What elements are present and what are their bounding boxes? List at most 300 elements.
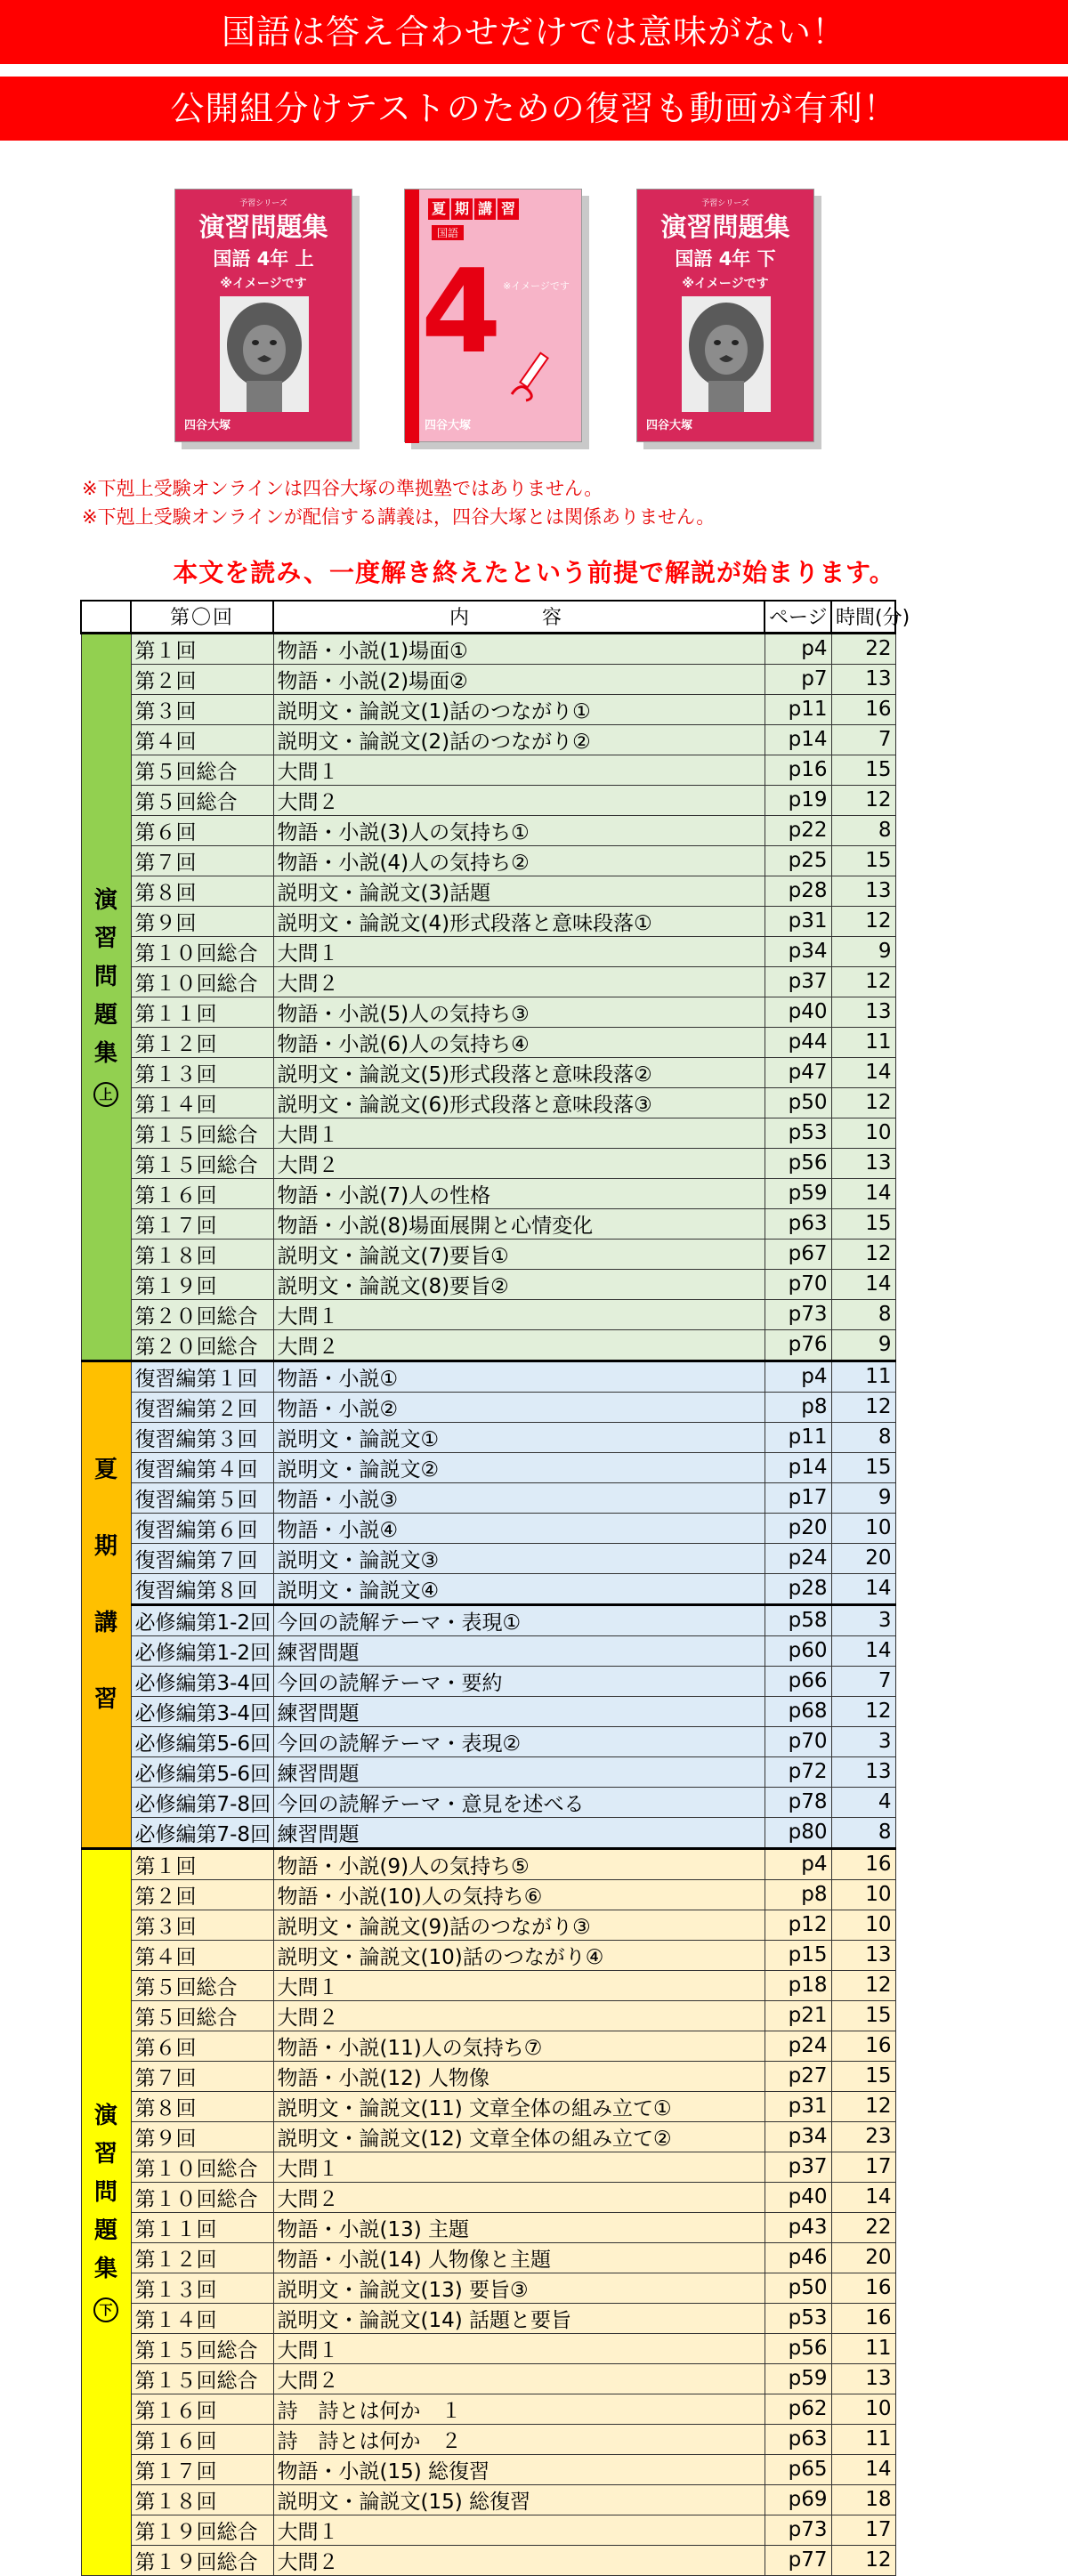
group-label-kaki-koshu <box>81 1361 131 1848</box>
cell-content: 説明文・論説文(14) 話題と要旨 <box>273 2303 765 2333</box>
cell-content: 説明文・論説文(13) 要旨③ <box>273 2273 765 2303</box>
cell-page: p73 <box>765 1299 831 1329</box>
cell-content: 今回の読解テーマ・表現② <box>273 1726 765 1756</box>
cell-page: p4 <box>765 1848 831 1879</box>
cell-content: 大問１ <box>273 936 765 966</box>
header-content: 内 容 <box>273 601 765 633</box>
cell-page: p63 <box>765 2424 831 2454</box>
book-cover-enshu-jou <box>174 189 352 442</box>
cell-session: 第５回総合 <box>131 785 273 815</box>
cell-session: 第３回 <box>131 694 273 724</box>
cell-content: 大問２ <box>273 2545 765 2575</box>
cell-time: 3 <box>831 1726 895 1756</box>
cell-page: p59 <box>765 2363 831 2394</box>
cell-content: 大問２ <box>273 2000 765 2031</box>
cell-page: p66 <box>765 1666 831 1696</box>
cell-time: 15 <box>831 845 895 876</box>
cell-time: 16 <box>831 2273 895 2303</box>
cell-time: 14 <box>831 1178 895 1208</box>
cell-page: p14 <box>765 1452 831 1482</box>
table-row <box>81 1178 895 1208</box>
table-row <box>81 1392 895 1422</box>
cell-time: 9 <box>831 1482 895 1513</box>
cell-session: 必修編第7-8回 <box>131 1817 273 1848</box>
cell-session: 第１３回 <box>131 1057 273 1087</box>
cell-content: 物語・小説(9)人の気持ち⑤ <box>273 1848 765 1879</box>
table-row <box>81 1787 895 1817</box>
cell-time: 7 <box>831 1666 895 1696</box>
cell-page: p76 <box>765 1329 831 1361</box>
table-row <box>81 966 895 997</box>
table-row <box>81 2394 895 2424</box>
cell-time: 22 <box>831 2212 895 2242</box>
book-cover-kaki-koshu <box>404 189 582 442</box>
cell-time: 15 <box>831 2000 895 2031</box>
cell-page: p65 <box>765 2454 831 2484</box>
cell-time: 10 <box>831 1910 895 1940</box>
cell-page: p8 <box>765 1392 831 1422</box>
cell-content: 説明文・論説文(4)形式段落と意味段落① <box>273 906 765 936</box>
cell-session: 第８回 <box>131 876 273 906</box>
cell-page: p14 <box>765 724 831 755</box>
cell-time: 18 <box>831 2484 895 2515</box>
table-row <box>81 2061 895 2091</box>
cell-session: 第１５回総合 <box>131 1118 273 1148</box>
cell-content: 物語・小説(2)場面② <box>273 664 765 694</box>
cell-content: 大問１ <box>273 2152 765 2182</box>
book-grade-number: 4 <box>421 244 502 379</box>
cell-session: 第１６回 <box>131 1178 273 1208</box>
cell-page: p11 <box>765 694 831 724</box>
table-row <box>81 2545 895 2575</box>
cell-session: 第１６回 <box>131 2394 273 2424</box>
cell-time: 14 <box>831 2182 895 2212</box>
cell-content: 説明文・論説文④ <box>273 1573 765 1604</box>
table-row <box>81 2273 895 2303</box>
cell-session: 第１５回総合 <box>131 2363 273 2394</box>
cell-content: 大問１ <box>273 1299 765 1329</box>
cell-page: p69 <box>765 2484 831 2515</box>
cell-time: 15 <box>831 1208 895 1239</box>
cell-time: 12 <box>831 966 895 997</box>
cell-time: 14 <box>831 2454 895 2484</box>
cell-time: 17 <box>831 2515 895 2545</box>
cell-content: 詩 詩とは何か １ <box>273 2394 765 2424</box>
book-cover-enshu-ge <box>636 189 814 442</box>
cell-session: 必修編第7-8回 <box>131 1787 273 1817</box>
cell-session: 復習編第１回 <box>131 1361 273 1392</box>
cell-time: 4 <box>831 1787 895 1817</box>
table-row <box>81 2000 895 2031</box>
cell-content: 説明文・論説文(11) 文章全体の組み立て① <box>273 2091 765 2121</box>
cell-time: 23 <box>831 2121 895 2152</box>
table-row <box>81 633 895 664</box>
cell-session: 第２回 <box>131 1879 273 1910</box>
cell-content: 大問２ <box>273 1329 765 1361</box>
cell-time: 13 <box>831 664 895 694</box>
cell-page: p44 <box>765 1027 831 1057</box>
cell-time: 20 <box>831 1543 895 1573</box>
cell-session: 第１２回 <box>131 2242 273 2273</box>
cell-page: p25 <box>765 845 831 876</box>
cell-page: p21 <box>765 2000 831 2031</box>
cell-content: 大問１ <box>273 755 765 785</box>
cell-session: 第１９回 <box>131 1269 273 1299</box>
cell-content: 物語・小説(7)人の性格 <box>273 1178 765 1208</box>
cell-page: p53 <box>765 1118 831 1148</box>
cell-content: 物語・小説(12) 人物像 <box>273 2061 765 2091</box>
cell-session: 復習編第６回 <box>131 1513 273 1543</box>
cell-time: 3 <box>831 1604 895 1635</box>
cell-session: 第１８回 <box>131 1239 273 1269</box>
table-row <box>81 694 895 724</box>
cell-page: p16 <box>765 755 831 785</box>
cell-content: 説明文・論説文(3)話題 <box>273 876 765 906</box>
group-label-char: 習 <box>93 925 117 953</box>
table-row <box>81 1696 895 1726</box>
cell-session: 第１０回総合 <box>131 2182 273 2212</box>
cell-page: p31 <box>765 906 831 936</box>
cell-content: 説明文・論説文(15) 総復習 <box>273 2484 765 2515</box>
cell-time: 12 <box>831 1392 895 1422</box>
cell-time: 12 <box>831 1970 895 2000</box>
cell-time: 12 <box>831 1696 895 1726</box>
table-row <box>81 1118 895 1148</box>
cell-content: 練習問題 <box>273 1696 765 1726</box>
cell-time: 12 <box>831 1087 895 1118</box>
cell-session: 第６回 <box>131 815 273 845</box>
table-row <box>81 2152 895 2182</box>
cell-content: 詩 詩とは何か ２ <box>273 2424 765 2454</box>
table-row <box>81 1513 895 1543</box>
table-row <box>81 1940 895 1970</box>
cell-session: 第２回 <box>131 664 273 694</box>
group-label-char: 問 <box>93 2179 117 2207</box>
table-row <box>81 1910 895 1940</box>
header-blank <box>81 601 131 633</box>
cell-page: p43 <box>765 2212 831 2242</box>
cell-session: 必修編第5-6回 <box>131 1756 273 1787</box>
cell-time: 22 <box>831 633 895 664</box>
cell-time: 15 <box>831 2061 895 2091</box>
cell-content: 今回の読解テーマ・意見を述べる <box>273 1787 765 1817</box>
cell-session: 第１回 <box>131 633 273 664</box>
table-row <box>81 1422 895 1452</box>
cell-content: 物語・小説(13) 主題 <box>273 2212 765 2242</box>
cell-session: 第１０回総合 <box>131 966 273 997</box>
cell-time: 11 <box>831 2333 895 2363</box>
cell-content: 大問１ <box>273 2333 765 2363</box>
cell-session: 第１０回総合 <box>131 936 273 966</box>
cell-page: p31 <box>765 2091 831 2121</box>
group-label-char: 夏 <box>93 1457 117 1484</box>
cell-page: p24 <box>765 1543 831 1573</box>
cell-time: 9 <box>831 1329 895 1361</box>
table-row <box>81 1148 895 1178</box>
cell-content: 説明文・論説文① <box>273 1422 765 1452</box>
cell-page: p60 <box>765 1635 831 1666</box>
cell-content: 説明文・論説文(7)要旨① <box>273 1239 765 1269</box>
cell-session: 復習編第７回 <box>131 1543 273 1573</box>
cell-content: 説明文・論説文(8)要旨② <box>273 1269 765 1299</box>
cell-session: 必修編第3-4回 <box>131 1696 273 1726</box>
table-row <box>81 2242 895 2273</box>
pencil-icon <box>503 345 565 408</box>
cell-time: 10 <box>831 1879 895 1910</box>
cell-page: p4 <box>765 1361 831 1392</box>
cell-session: 第１０回総合 <box>131 2152 273 2182</box>
table-row <box>81 1482 895 1513</box>
cell-session: 第９回 <box>131 906 273 936</box>
table-row <box>81 1666 895 1696</box>
cell-page: p37 <box>765 966 831 997</box>
header-page: ページ <box>765 601 831 633</box>
cell-content: 大問２ <box>273 785 765 815</box>
group-label-volume-mark: 上 <box>93 1082 118 1107</box>
lion-illustration <box>682 296 771 412</box>
cell-content: 練習問題 <box>273 1817 765 1848</box>
table-row <box>81 1027 895 1057</box>
cell-session: 復習編第８回 <box>131 1573 273 1604</box>
table-row <box>81 1970 895 2000</box>
book-publisher: 四谷大塚 <box>184 419 231 432</box>
lecture-schedule-table <box>80 600 910 2576</box>
cell-content: 大問１ <box>273 2515 765 2545</box>
cell-page: p47 <box>765 1057 831 1087</box>
book-grade: 国語 4年 上 <box>213 248 314 270</box>
cell-page: p8 <box>765 1879 831 1910</box>
cell-page: p18 <box>765 1970 831 2000</box>
cell-content: 物語・小説④ <box>273 1513 765 1543</box>
cell-page: p40 <box>765 997 831 1027</box>
table-header-row <box>81 601 895 633</box>
disclaimer-1: ※下剋上受験オンラインは四谷大塚の準拠塾ではありません。 <box>82 478 603 499</box>
cell-content: 物語・小説(3)人の気持ち① <box>273 815 765 845</box>
table-row <box>81 664 895 694</box>
cell-session: 必修編第3-4回 <box>131 1666 273 1696</box>
cell-page: p56 <box>765 2333 831 2363</box>
table-row <box>81 1848 895 1879</box>
cell-page: p53 <box>765 2303 831 2333</box>
cell-content: 練習問題 <box>273 1635 765 1666</box>
cell-time: 8 <box>831 815 895 845</box>
group-label-char: 集 <box>93 1039 117 1067</box>
cell-time: 15 <box>831 1452 895 1482</box>
header-session: 第〇回 <box>131 601 273 633</box>
cell-page: p77 <box>765 2545 831 2575</box>
cell-page: p27 <box>765 2061 831 2091</box>
cell-content: 説明文・論説文(6)形式段落と意味段落③ <box>273 1087 765 1118</box>
cell-session: 第５回総合 <box>131 2000 273 2031</box>
cell-content: 説明文・論説文(12) 文章全体の組み立て② <box>273 2121 765 2152</box>
group-label-char: 期 <box>93 1533 117 1561</box>
table-row <box>81 2303 895 2333</box>
group-label-char: 問 <box>93 964 117 991</box>
cell-time: 13 <box>831 997 895 1027</box>
cell-page: p56 <box>765 1148 831 1178</box>
cell-content: 説明文・論説文(9)話のつながり③ <box>273 1910 765 1940</box>
cell-session: 第４回 <box>131 724 273 755</box>
cell-content: 物語・小説③ <box>273 1482 765 1513</box>
table-row <box>81 1452 895 1482</box>
cell-session: 第１５回総合 <box>131 2333 273 2363</box>
cell-page: p58 <box>765 1604 831 1635</box>
table-row <box>81 2121 895 2152</box>
cell-session: 第１３回 <box>131 2273 273 2303</box>
cell-session: 必修編第5-6回 <box>131 1726 273 1756</box>
cell-page: p80 <box>765 1817 831 1848</box>
cell-content: 大問２ <box>273 966 765 997</box>
book-image-note: ※イメージです <box>682 277 769 291</box>
cell-content: 物語・小説(4)人の気持ち② <box>273 845 765 876</box>
cell-time: 7 <box>831 724 895 755</box>
premise-note: 本文を読み、一度解き終えたという前提で解説が始まります。 <box>173 558 895 587</box>
cell-session: 第１９回総合 <box>131 2515 273 2545</box>
cell-time: 14 <box>831 1635 895 1666</box>
table-row <box>81 1329 895 1361</box>
table-row <box>81 755 895 785</box>
cell-time: 16 <box>831 1848 895 1879</box>
cell-content: 物語・小説(10)人の気持ち⑥ <box>273 1879 765 1910</box>
table-row <box>81 1604 895 1635</box>
cell-content: 物語・小説(8)場面展開と心情変化 <box>273 1208 765 1239</box>
table-row <box>81 1269 895 1299</box>
table-row <box>81 2363 895 2394</box>
cell-session: 第８回 <box>131 2091 273 2121</box>
cell-page: p12 <box>765 1910 831 1940</box>
book-series: 予習シリーズ <box>701 199 749 208</box>
cell-time: 10 <box>831 1118 895 1148</box>
table-row <box>81 1879 895 1910</box>
headline-text-2: 公開組分けテストのための復習も動画が有利！ <box>170 89 898 128</box>
table-row <box>81 2484 895 2515</box>
table-row <box>81 2212 895 2242</box>
cell-time: 13 <box>831 1148 895 1178</box>
cell-content: 大問２ <box>273 1148 765 1178</box>
cell-session: 第１１回 <box>131 2212 273 2242</box>
cell-session: 第１１回 <box>131 997 273 1027</box>
cell-time: 8 <box>831 1422 895 1452</box>
cell-time: 13 <box>831 2363 895 2394</box>
cell-content: 物語・小説(1)場面① <box>273 633 765 664</box>
cell-time: 13 <box>831 1756 895 1787</box>
cell-time: 12 <box>831 2091 895 2121</box>
cell-page: p24 <box>765 2031 831 2061</box>
table-row <box>81 1543 895 1573</box>
cell-time: 12 <box>831 1239 895 1269</box>
group-label-char: 講 <box>93 1610 117 1636</box>
book-title: 演習問題集 <box>198 212 328 242</box>
table-row <box>81 815 895 845</box>
cell-content: 大問１ <box>273 1970 765 2000</box>
cell-content: 説明文・論説文(10)話のつながり④ <box>273 1940 765 1970</box>
cell-session: 第６回 <box>131 2031 273 2061</box>
cell-session: 第７回 <box>131 845 273 876</box>
cell-page: p72 <box>765 1756 831 1787</box>
table-row <box>81 1635 895 1666</box>
cell-session: 第１７回 <box>131 1208 273 1239</box>
cell-time: 10 <box>831 2394 895 2424</box>
cell-content: 説明文・論説文(1)話のつながり① <box>273 694 765 724</box>
cell-time: 20 <box>831 2242 895 2273</box>
cell-page: p22 <box>765 815 831 845</box>
cell-page: p37 <box>765 2152 831 2182</box>
cell-page: p20 <box>765 1513 831 1543</box>
cell-page: p28 <box>765 1573 831 1604</box>
cell-content: 物語・小説(15) 総復習 <box>273 2454 765 2484</box>
cell-session: 第１７回 <box>131 2454 273 2484</box>
table-row <box>81 936 895 966</box>
group-label-char: 題 <box>93 1002 117 1029</box>
cell-time: 9 <box>831 936 895 966</box>
cell-time: 16 <box>831 2303 895 2333</box>
cell-time: 16 <box>831 694 895 724</box>
kaki-koshu-label: 夏 期 講 習 <box>428 198 521 220</box>
cell-time: 14 <box>831 1573 895 1604</box>
book-grade: 国語 4年 下 <box>675 248 776 270</box>
cell-session: 第１２回 <box>131 1027 273 1057</box>
cell-time: 12 <box>831 785 895 815</box>
group-label-volume-mark: 下 <box>93 2297 118 2322</box>
cell-content: 練習問題 <box>273 1756 765 1787</box>
cell-time: 14 <box>831 1269 895 1299</box>
table-row <box>81 1361 895 1392</box>
cell-page: p78 <box>765 1787 831 1817</box>
cell-page: p28 <box>765 876 831 906</box>
cell-session: 必修編第1-2回 <box>131 1604 273 1635</box>
cell-page: p19 <box>765 785 831 815</box>
book-series: 予習シリーズ <box>239 199 287 208</box>
cell-session: 復習編第２回 <box>131 1392 273 1422</box>
cell-content: 説明文・論説文② <box>273 1452 765 1482</box>
cell-content: 今回の読解テーマ・要約 <box>273 1666 765 1696</box>
table-row <box>81 1239 895 1269</box>
table-row <box>81 2515 895 2545</box>
cell-session: 第３回 <box>131 1910 273 1940</box>
cell-session: 第１４回 <box>131 1087 273 1118</box>
group-label-char: 演 <box>93 2103 117 2130</box>
cell-page: p67 <box>765 1239 831 1269</box>
headline-banner-2 <box>0 77 1068 141</box>
table-row <box>81 2333 895 2363</box>
cell-session: 第７回 <box>131 2061 273 2091</box>
group-label-enshu-ge <box>81 1848 131 2575</box>
table-row <box>81 1057 895 1087</box>
table-row <box>81 1573 895 1604</box>
table-row <box>81 2182 895 2212</box>
cell-page: p59 <box>765 1178 831 1208</box>
cell-time: 11 <box>831 1027 895 1057</box>
table-row <box>81 2454 895 2484</box>
table-row <box>81 1756 895 1787</box>
table-row <box>81 2424 895 2454</box>
cell-page: p4 <box>765 633 831 664</box>
lion-illustration <box>220 296 309 412</box>
cell-session: 必修編第1-2回 <box>131 1635 273 1666</box>
cell-page: p50 <box>765 2273 831 2303</box>
cell-session: 第５回総合 <box>131 755 273 785</box>
group-label-char: 習 <box>93 2141 117 2168</box>
cell-time: 10 <box>831 1513 895 1543</box>
cell-time: 13 <box>831 1940 895 1970</box>
cell-content: 説明文・論説文③ <box>273 1543 765 1573</box>
cell-page: p68 <box>765 1696 831 1726</box>
cell-session: 第１４回 <box>131 2303 273 2333</box>
cell-page: p40 <box>765 2182 831 2212</box>
cell-session: 第９回 <box>131 2121 273 2152</box>
table-row <box>81 1726 895 1756</box>
cell-page: p70 <box>765 1269 831 1299</box>
